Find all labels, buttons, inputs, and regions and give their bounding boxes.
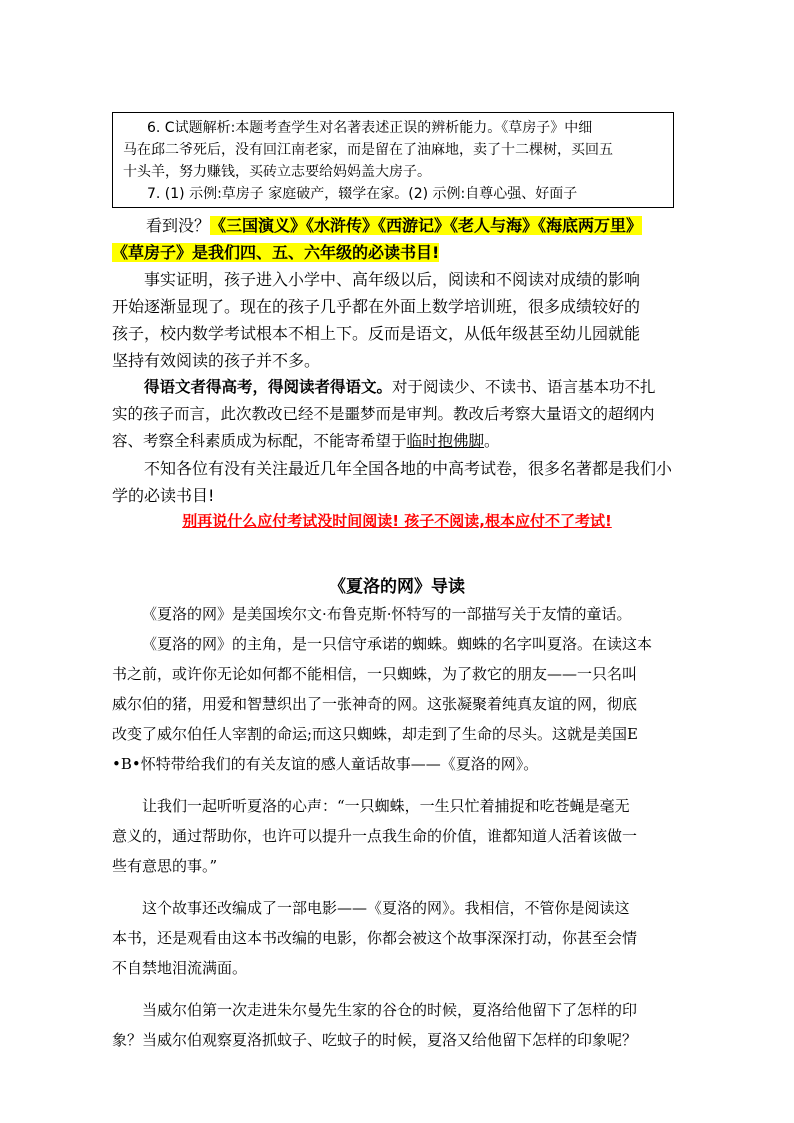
- text-line: 些有意思的事。”: [112, 857, 218, 875]
- answer-line: 十头羊，努力赚钱，买砖立志要给妈妈盖大房子。: [123, 164, 431, 180]
- text-line: 《夏洛的网》是美国埃尔文·布鲁克斯·怀特写的一部描写关于友情的童话。: [142, 605, 632, 623]
- text-line: 对于阅读少、不读书、语言基本功不扎: [392, 378, 656, 396]
- text-line: 《夏洛的网》的主角，是一只信守承诺的蜘蛛。蜘蛛的名字叫夏洛。在读这本: [142, 635, 653, 653]
- text-line: 书之前，或许你无论如何都不能相信，一只蜘蛛，为了救它的朋友——一只名叫: [112, 665, 638, 683]
- text-line: 坚持有效阅读的孩子并不多。: [112, 351, 321, 370]
- red-slogan-text: 别再说什么应付考试没时间阅读! 孩子不阅读,根本应付不了考试!: [182, 512, 612, 530]
- text-line: 这个故事还改编成了一部电影——《夏洛的网》。我相信，不管你是阅读这: [142, 899, 630, 917]
- text-line: 实的孩子而言，此次教改已经不是噩梦而是审判。教改后考察大量语文的超纲内: [112, 405, 655, 423]
- text-line: 本书，还是观看由这本书改编的电影，你都会被这个故事深深打动，你甚至会情: [112, 929, 638, 947]
- answer-line: 6. C试题解析:本题考查学生对名著表述正误的辨析能力。《草房子》中细: [147, 120, 593, 136]
- text-line: 不自禁地泪流满面。: [112, 959, 248, 977]
- text-line: 容、考察全科素质成为标配，不能寄希望于: [112, 432, 407, 450]
- answer-box: [112, 112, 674, 208]
- answer-line: 7. (1) 示例:草房子 家庭破产，辍学在家。(2) 示例:自尊心强、好面子: [147, 186, 578, 202]
- intro-prefix: 看到没？: [146, 216, 211, 235]
- section-title: 《夏洛的网》导读: [329, 577, 465, 597]
- text-line: 威尔伯的猪，用爱和智慧织出了一张神奇的网。这张凝聚着纯真友谊的网，彻底: [112, 695, 638, 713]
- intro-paragraph: [112, 212, 692, 266]
- highlighted-book-list: 《草房子》是我们四、五、六年级的必读书目!: [112, 243, 440, 262]
- text-line: 学的必读书目!: [112, 486, 215, 505]
- punctuation: 。: [484, 432, 500, 450]
- text-line: 开始逐渐显现了。现在的孩子几乎都在外面上数学培训班，很多成绩较好的: [112, 297, 641, 316]
- paragraph-reform: [112, 374, 692, 455]
- answer-line: 马在邱二爷死后，没有回江南老家，而是留在了油麻地，卖了十二棵树，买回五: [123, 142, 613, 158]
- paragraph-exams: [112, 455, 692, 509]
- text-line: 意义的，通过帮助你，也许可以提升一点我生命的价值，谁都知道人活着该做一: [112, 827, 638, 845]
- text-line: 象？当威尔伯观察夏洛抓蚊子、吃蚊子的时候，夏洛又给他留下怎样的印象呢？: [112, 1031, 638, 1049]
- text-line: 不知各位有没有关注最近几年全国各地的中高考试卷，很多名著都是我们小: [144, 459, 673, 478]
- paragraph-fact: [112, 266, 692, 374]
- bold-lead: 得语文者得高考，得阅读者得语文。: [144, 378, 393, 396]
- red-slogan: [0, 510, 794, 531]
- text-line: 事实证明，孩子进入小学中、高年级以后，阅读和不阅读对成绩的影响: [144, 270, 641, 289]
- section-body: [112, 599, 686, 1055]
- text-line: 孩子，校内数学考试根本不相上下。反而是语文，从低年级甚至幼儿园就能: [112, 324, 641, 343]
- text-line: 让我们一起听听夏洛的心声：“一只蜘蛛，一生只忙着捕捉和吃苍蝇是毫无: [142, 797, 630, 815]
- text-line: 当威尔伯第一次走进朱尔曼先生家的谷仓的时候，夏洛给他留下了怎样的印: [142, 1001, 638, 1019]
- text-line: •B•怀特带给我们的有关友谊的感人童话故事——《夏洛的网》。: [112, 755, 539, 773]
- underlined-idiom: 临时抱佛脚: [406, 432, 485, 450]
- highlighted-book-list: 《三国演义》《水浒传》《西游记》《老人与海》《海底两万里》: [210, 216, 643, 235]
- text-line: 改变了威尔伯任人宰割的命运;而这只蜘蛛，却走到了生命的尽头。这就是美国E: [112, 725, 639, 743]
